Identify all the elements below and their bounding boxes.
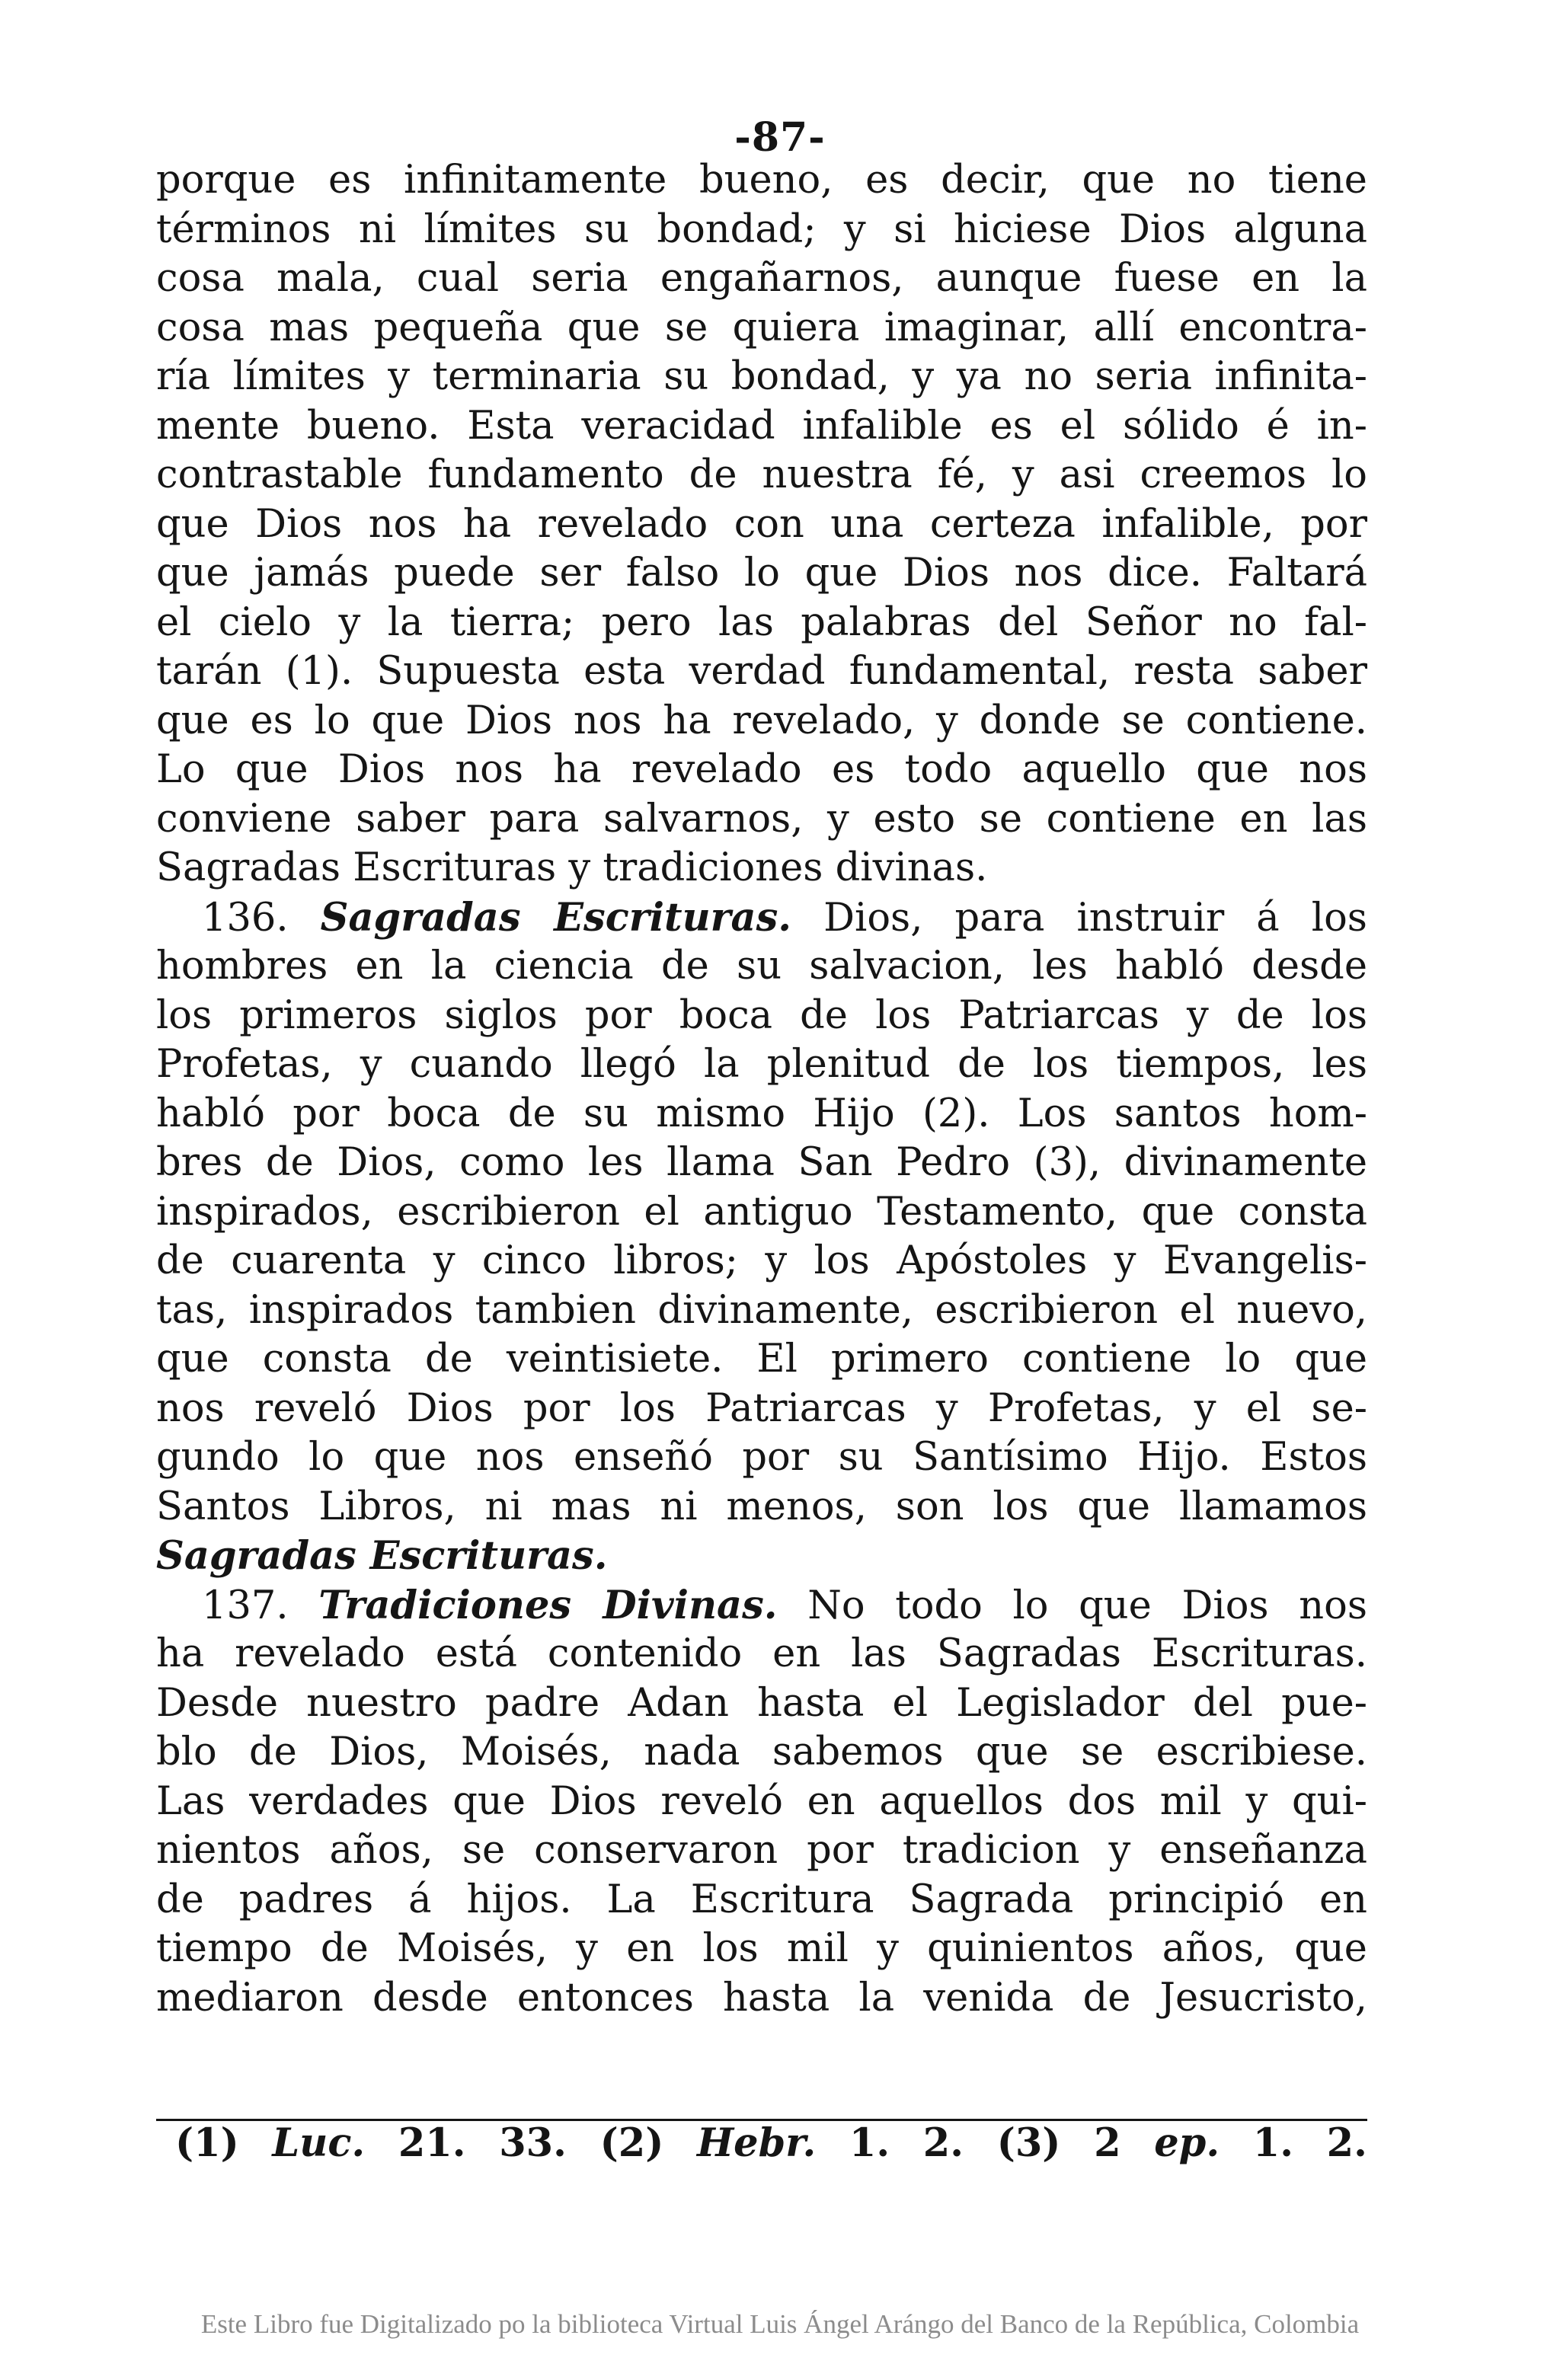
text-line: tiempo de Moisés, y en los mil y quinientos años, que [156, 1926, 1367, 1971]
section-first-line: Dios, para instruir á los [823, 895, 1367, 941]
text-line: de cuarenta y cinco libros; y los Apóstoles y Evangelis- [156, 1238, 1367, 1283]
text-line: que Dios nos ha revelado con una certeza infalible, por [156, 501, 1367, 547]
text-line: mediaron desde entonces hasta la venida de Jesucristo, [156, 1975, 1367, 2021]
body-text [156, 156, 1367, 2023]
text-line: nientos años, se conservaron por tradicion y enseñanza [156, 1828, 1367, 1873]
text-line: hombres en la ciencia de su salvacion, les habló desde [156, 944, 1367, 989]
footnote-citation: 1. 2. [849, 2120, 964, 2166]
text-line: inspirados, escribieron el antiguo Testamento, que consta [156, 1189, 1367, 1235]
text-line: Santos Libros, ni mas ni menos, son los que llamamos [156, 1484, 1367, 1529]
text-line: Desde nuestro padre Adan hasta el Legislador del pue- [156, 1680, 1367, 1726]
text-line: Sagradas Escrituras y tradiciones divinas. [156, 845, 988, 890]
text-line: ría límites y terminaria su bondad, y ya no seria infinita- [156, 354, 1367, 399]
footnote-marker: (1) [175, 2120, 239, 2166]
text-line: conviene saber para salvarnos, y esto se contiene en las [156, 796, 1367, 842]
text-line: Profetas, y cuando llegó la plenitud de los tiempos, les [156, 1042, 1367, 1087]
text-line: tas, inspirados tambien divinamente, escribieron el nuevo, [156, 1287, 1367, 1333]
footnote-reference: Luc. [272, 2120, 366, 2166]
text-line: términos ni límites su bondad; y si hiciese Dios alguna [156, 206, 1367, 252]
text-line: Lo que Dios nos ha revelado es todo aquello que nos [156, 747, 1367, 792]
section-137-heading-line [156, 1581, 1367, 1631]
section-number: 136. [202, 895, 289, 941]
text-line: ha revelado está contenido en las Sagradas Escrituras. [156, 1631, 1367, 1676]
text-line: mente bueno. Esta veracidad infalible es el sólido é in- [156, 403, 1367, 449]
section-number: 137. [202, 1583, 289, 1628]
footnote-citation: 21. 33. [398, 2120, 567, 2166]
text-line: blo de Dios, Moisés, nada sabemos que se escribiese. [156, 1730, 1367, 1775]
section-heading: Tradiciones Divinas. [318, 1582, 778, 1628]
text-line: gundo lo que nos enseñó por su Santísimo Hijo. Estos [156, 1435, 1367, 1480]
text-line: nos reveló Dios por los Patriarcas y Profetas, y el se- [156, 1385, 1367, 1431]
text-line: que es lo que Dios nos ha revelado, y donde se contiene. [156, 698, 1367, 743]
footnote-marker: (2) [599, 2120, 664, 2166]
page-number: -87- [734, 114, 826, 161]
text-line [156, 1532, 1367, 1581]
footnote-marker: (3) 2 [996, 2120, 1121, 2166]
text-line: cosa mala, cual seria engañarnos, aunque fuese en la [156, 256, 1367, 301]
footnote-citation: 1. 2. [1252, 2120, 1367, 2166]
section-136-heading-line [156, 893, 1367, 943]
text-line: bres de Dios, como les llama San Pedro (3), divinamente [156, 1140, 1367, 1185]
text-line: contrastable fundamento de nuestra fé, y asi creemos lo [156, 452, 1367, 497]
text-line: Las verdades que Dios reveló en aquellos dos mil y qui- [156, 1778, 1367, 1824]
text-line: que consta de veintisiete. El primero contiene lo que [156, 1337, 1367, 1382]
digitization-notice: Este Libro fue Digitalizado po la biblioteca Virtual Luis Ángel Arángo del Banco de la República, Colombia [200, 2309, 1360, 2339]
footnote-reference: ep. [1154, 2120, 1220, 2166]
text-line: tarán (1). Supuesta esta verdad fundamental, resta saber [156, 649, 1367, 694]
text-line: habló por boca de su mismo Hijo (2). Los santos hom- [156, 1091, 1367, 1136]
text-line: los primeros siglos por boca de los Patriarcas y de los [156, 992, 1367, 1038]
text-line: el cielo y la tierra; pero las palabras del Señor no fal- [156, 599, 1367, 645]
footnote-reference: Hebr. [696, 2120, 817, 2166]
section-first-line: No todo lo que Dios nos [807, 1583, 1367, 1628]
italic-term: Sagradas Escrituras. [156, 1533, 608, 1579]
section-heading: Sagradas Escrituras. [320, 894, 792, 941]
footnotes [175, 2119, 1367, 2168]
text-line: cosa mas pequeña que se quiera imaginar, allí encontra- [156, 305, 1367, 350]
text-line: de padres á hijos. La Escritura Sagrada principió en [156, 1877, 1367, 1922]
text-line: porque es infinitamente bueno, es decir, que no tiene [156, 158, 1367, 203]
text-line: que jamás puede ser falso lo que Dios nos dice. Faltará [156, 551, 1367, 596]
